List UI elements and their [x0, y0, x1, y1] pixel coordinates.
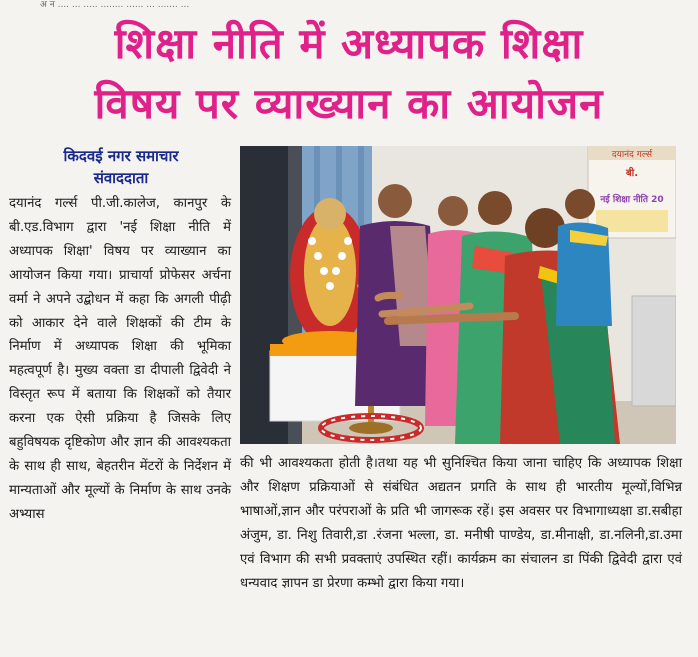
article-body-left-column: दयानंद गर्ल्स पी.जी.कालेज, कानपुर के बी.एड.विभाग द्वारा 'नई शिक्षा नीति में अध्यापक शिक्षा' विषय पर व्याख्यान का आयोजन किया गया। प्राचार्या प्रोफेसर अर्चना वर्मा ने अपने उद्बोधन में कहा कि अगली पीढ़ी को आकार देने वाले शिक्षकों की टीम के निर्माण में अध्यापक शिक्षा की भूमिका महत्वपूर्ण है। मुख्य वक्ता डा दीपाली द्विवेदी ने विस्तृत रूप में बताया कि शिक्षकों को तैयार करना एक ऐसी प्रक्रिया है जिसके लिए बहुविषयक दृष्टिकोण और ज्ञान की आवश्यकता के साथ ही साथ, बेहतरीन मेंटरों के निर्देशन में मान्यताओं और मूल्यों के निर्माण के साथ उनके अभ्यास [9, 196, 231, 522]
article-body-right-column: की भी आवश्यकता होती है।तथा यह भी सुनिश्चित किया जाना चाहिए कि अध्यापक शिक्षा और शिक्षण प्रक्रियाओं से संबंधित अद्यतन प्रगति के साथ ही भारतीय मूल्यों,विभिन्न भाषाओं,ज्ञान और परंपराओं के प्रति भी जागरूक रहें। इस अवसर पर विभागाध्यक्षा डा.सबीहा अंजुम, डा. निशु तिवारी,डा .रंजना भल्ला, डा. मनीषी पाण्डेय, डा.मीनाक्षी, डा.नलिनी,डा.उमा एवं विभाग की सभी प्रवक्ताएं उपस्थित रहीं। कार्यक्रम का संचालन डा पिंकी द्विवेदी द्वारा एवं धन्यवाद ज्ञापन डा प्रेरणा कम्भो द्वारा किया गया। [240, 456, 682, 591]
headline-line-1: शिक्षा नीति में अध्यापक शिक्षा [114, 19, 584, 68]
lamp-lighting-photo-illustration [240, 146, 676, 444]
banner-text-college: दयानंद गर्ल्स [611, 150, 653, 160]
banner-text-department: बी. [625, 168, 639, 179]
banner-text-topic: नई शिक्षा नीति 20 [600, 195, 664, 205]
headline-line-2: विषय पर व्याख्यान का आयोजन [94, 79, 604, 128]
event-photo [240, 146, 676, 444]
byline-bureau: किदवई नगर समाचार [63, 147, 179, 165]
byline-correspondent: संवाददाता [93, 169, 149, 187]
previous-article-cutoff-text: अ न .... ... ..... ........ ...... ... ....... ... [40, 0, 190, 10]
